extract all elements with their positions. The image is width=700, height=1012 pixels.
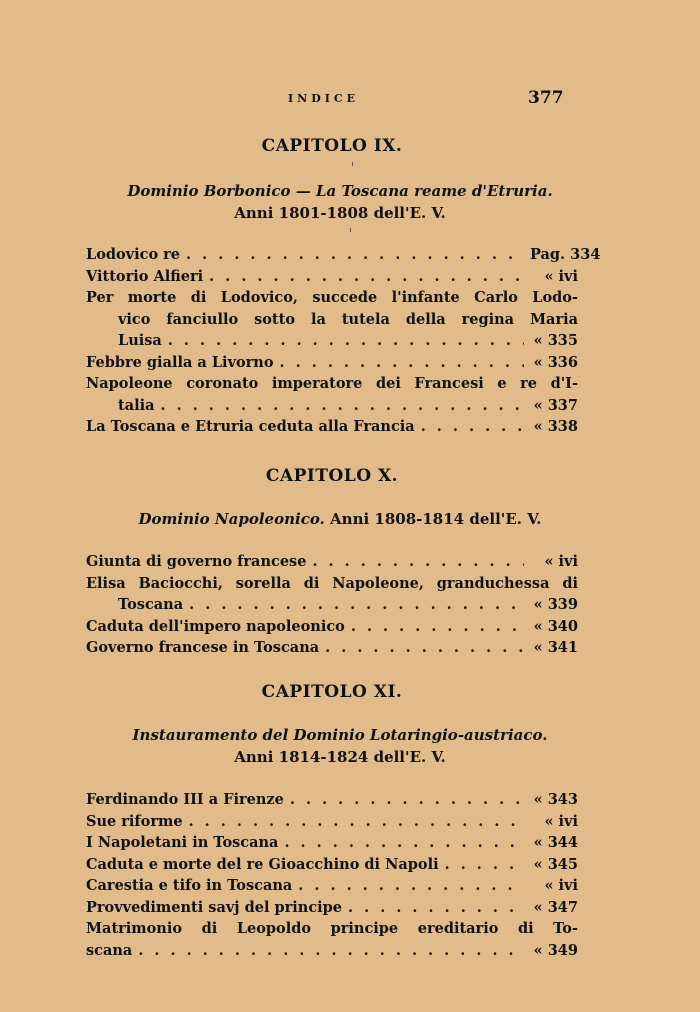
entry-text-line: Per morte di Lodovico, succede l'infante Carlo Lodo-: [86, 289, 578, 306]
running-title: INDICE: [288, 92, 360, 105]
index-entry: [86, 616, 578, 638]
entry-page: « 340: [533, 617, 578, 635]
entry-page: Pag. 334: [530, 246, 601, 263]
index-entry: [86, 897, 578, 919]
entry-page: « 347: [533, 898, 578, 916]
index-entry: [86, 266, 578, 288]
chapter-subtitle: [60, 724, 620, 768]
subtitle-italic: Dominio Napoleonico.: [138, 510, 325, 528]
entry-label: Governo francese in Toscana: [86, 639, 320, 656]
index-entry: [86, 244, 601, 266]
entry-label: Caduta e morte del re Gioacchino di Napoli: [86, 855, 439, 873]
index-entry: [86, 875, 578, 897]
entry-label: I Napoletani in Toscana: [86, 834, 279, 851]
chapter-subtitle: [60, 508, 620, 530]
entry-page: « 341: [533, 639, 578, 656]
chapter-entries: [86, 244, 601, 438]
entry-page: « ivi: [544, 877, 578, 894]
entry-page: « 344: [533, 834, 578, 851]
subtitle-years: Anni 1814-1824 dell'E. V.: [234, 748, 446, 766]
chapter-subtitle: [60, 180, 620, 224]
entry-text-line: Napoleone coronato imperatore dei Francesi e re d'I-: [86, 375, 578, 392]
subtitle-italic: Instauramento del Dominio Lotaringio-austriaco.: [132, 726, 548, 744]
index-entry: [86, 854, 578, 876]
entry-label: Lodovico re: [86, 246, 181, 263]
entry-page: « 339: [533, 596, 578, 613]
entry-page: « 349: [533, 941, 578, 959]
index-entry: [86, 940, 578, 962]
entry-label: Sue riforme: [86, 812, 183, 830]
entry-page: « 336: [533, 353, 578, 371]
entry-label: talia: [118, 396, 155, 414]
entry-page: « ivi: [544, 553, 578, 570]
index-entry: [86, 637, 578, 659]
entry-label: Giunta di governo francese: [86, 553, 307, 570]
entry-page: « ivi: [544, 267, 578, 285]
entry-label: Luisa: [118, 332, 162, 349]
entry-page: « ivi: [544, 812, 578, 830]
entry-label: scana: [86, 941, 133, 959]
entry-text-line: Matrimonio di Leopoldo principe ereditario di To-: [86, 920, 578, 937]
index-entry: [86, 416, 578, 438]
entry-page: « 338: [533, 418, 578, 435]
entry-label: Provvedimenti savj del principe: [86, 898, 343, 916]
index-entry: [86, 811, 578, 833]
entry-label: Toscana: [118, 596, 184, 613]
subtitle-years: Anni 1808-1814 dell'E. V.: [330, 510, 542, 528]
chapter-entries: [86, 789, 578, 961]
page-number: 377: [528, 88, 564, 108]
index-entry: [86, 352, 578, 374]
index-entry: [86, 594, 578, 616]
divider: [352, 162, 353, 166]
entry-page: « 337: [533, 396, 578, 414]
entry-label: Caduta dell'impero napoleonico: [86, 617, 345, 635]
entry-label: La Toscana e Etruria ceduta alla Francia: [86, 418, 415, 435]
entry-label: Febbre gialla a Livorno: [86, 353, 274, 371]
entry-text-line: Elisa Baciocchi, sorella di Napoleone, granduchessa di: [86, 574, 578, 592]
page-header: [0, 88, 700, 112]
entry-text-line: vico fanciullo sotto la tutela della regina Maria: [118, 310, 578, 328]
entry-page: « 335: [533, 332, 578, 349]
divider: [350, 228, 351, 232]
chapter-entries: [86, 551, 578, 659]
chapter-title: CAPITOLO IX.: [261, 136, 403, 156]
entry-label: Vittorio Alfieri: [86, 267, 204, 285]
index-entry: [86, 330, 578, 352]
entry-page: « 343: [533, 791, 578, 808]
subtitle-italic: Dominio Borbonico — La Toscana reame d'Etruria.: [127, 182, 553, 200]
index-entry: [86, 395, 578, 417]
chapter-title: CAPITOLO XI.: [261, 682, 403, 702]
index-entry: [86, 551, 578, 573]
chapter-title: CAPITOLO X.: [265, 466, 399, 486]
subtitle-years: Anni 1801-1808 dell'E. V.: [234, 204, 446, 222]
entry-label: Ferdinando III a Firenze: [86, 791, 284, 808]
entry-page: « 345: [533, 855, 578, 873]
index-entry: [86, 789, 578, 811]
entry-label: Carestia e tifo in Toscana: [86, 877, 293, 894]
index-entry: [86, 832, 578, 854]
